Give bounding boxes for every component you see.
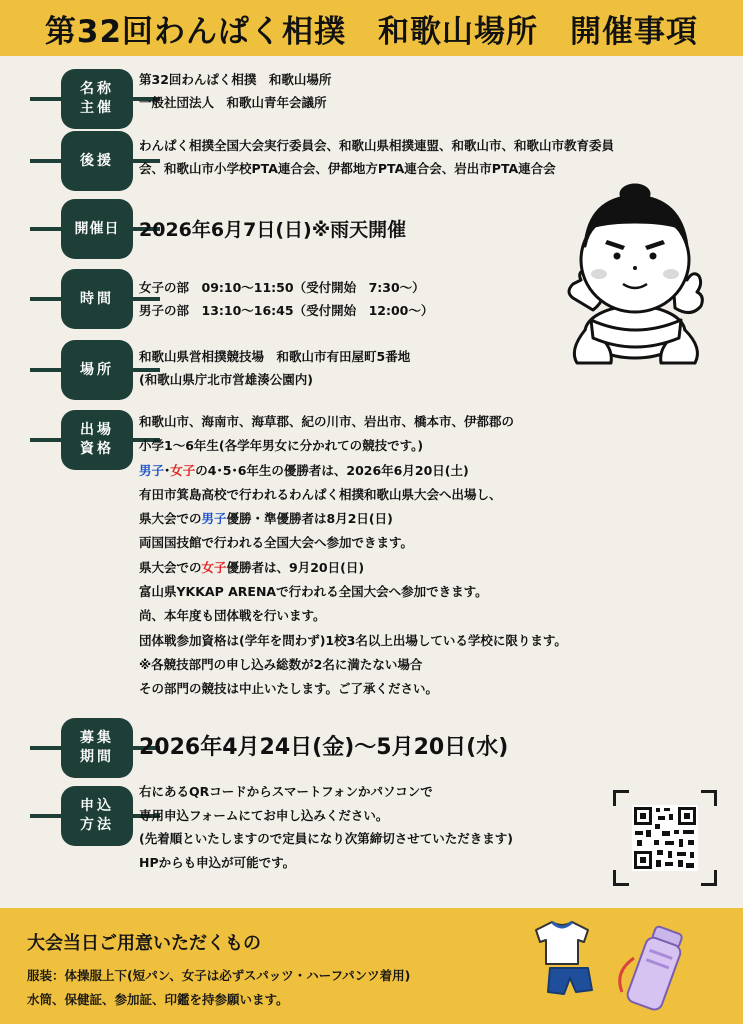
label-support-text: 後援 — [61, 131, 133, 191]
eligibility-line: 和歌山市、海南市、海草郡、紀の川市、岩出市、橋本市、伊都郡の — [139, 414, 515, 429]
eligibility-prefix: 県大会での — [139, 559, 202, 575]
time-text — [139, 276, 433, 322]
eligibility-line: 団体戦参加資格は(学年を問わず)1校3名以上出場している学校に限ります。 — [139, 632, 567, 648]
support-text — [139, 134, 614, 180]
support-line: わんぱく相撲全国大会実行委員会、和歌山県相撲連盟、和歌山市、和歌山市教育委員 — [139, 138, 615, 153]
eligibility-line: ※各競技部門の申し込み総数が2名に満たない場合 — [139, 656, 423, 672]
application-period: 2026年4月24日(金)～5月20日(水) — [139, 735, 509, 760]
footer-title: 大会当日ご用意いただくもの — [27, 933, 261, 954]
venue-line: 和歌山県営相撲競技場 和歌山市有田屋町5番地 — [139, 349, 411, 364]
eligibility-line — [139, 459, 567, 483]
venue-line: (和歌山県庁北市営雄湊公園内) — [139, 372, 313, 387]
label-organizer-text: 名称 主催 — [61, 69, 133, 129]
organizer-text — [139, 68, 331, 114]
eligibility-line — [139, 556, 567, 580]
apply-line: 右にあるQRコードからスマートフォンかパソコンで — [139, 784, 433, 799]
water-bottle-icon — [612, 922, 692, 1014]
apply-line: HPからも申込が可能です。 — [139, 854, 296, 870]
gym-uniform-icon — [530, 918, 602, 1000]
label-date-text: 開催日 — [61, 199, 133, 259]
eligibility-line: 富山県YKKAP ARENAで行われる全国大会へ参加できます。 — [139, 584, 488, 600]
eligibility-line-rest: 優勝者は、9月20日(日) — [226, 559, 365, 575]
event-date: 2026年6月7日(日)※雨天開催 — [139, 219, 407, 241]
support-line: 会、和歌山市小学校PTA連合会、伊都地方PTA連合会、岩出市PTA連合会 — [139, 161, 556, 176]
sumo-wrestler-illustration — [563, 180, 713, 370]
eligibility-line: 小学1～6年生(各学年男女に分かれての競技です。) — [139, 438, 424, 454]
label-time-text: 時間 — [61, 269, 133, 329]
eligibility-line: 尚、本年度も団体戦を行います。 — [139, 608, 326, 624]
organizer-line: 一般社団法人 和歌山青年会議所 — [139, 95, 327, 110]
eligibility-line: その部門の競技は中止いたします。ご了承ください。 — [139, 681, 439, 697]
label-venue-text: 場所 — [61, 340, 133, 400]
girls-text: 女子 — [201, 559, 227, 575]
eligibility-line-rest: の4･5･6年生の優勝者は、2026年6月20日(土) — [195, 462, 469, 478]
label-period-text: 募集 期間 — [61, 718, 133, 778]
footer-line: 服装：体操服上下(短パン、女子は必ずスパッツ・ハーフパンツ着用) — [27, 968, 411, 983]
girls-text: 女子 — [170, 462, 196, 478]
separator-dot: ･ — [164, 462, 171, 478]
eligibility-line: 有田市箕島高校で行われるわんぱく相撲和歌山県大会へ出場し、 — [139, 486, 502, 502]
apply-text — [139, 780, 513, 874]
eligibility-line — [139, 507, 567, 531]
footer-line: 水筒、保健証、参加証、印鑑を持参願います。 — [27, 992, 289, 1007]
time-line: 男子の部 13:10～16:45（受付開始 12:00～） — [139, 303, 434, 318]
organizer-line: 第32回わんぱく相撲 和歌山場所 — [139, 72, 332, 87]
eligibility-prefix: 県大会での — [139, 511, 202, 527]
qr-code-icon[interactable] — [613, 790, 717, 886]
venue-text — [139, 345, 410, 391]
eligibility-text — [139, 410, 567, 702]
eligibility-line-rest: 優勝・準優勝者は8月2日(日) — [226, 511, 393, 527]
eligibility-line: 両国国技館で行われる全国大会へ参加できます。 — [139, 535, 414, 551]
time-line: 女子の部 09:10～11:50（受付開始 7:30～） — [139, 280, 425, 295]
apply-line: 専用申込フォームにてお申し込みください。 — [139, 807, 389, 823]
header-banner — [0, 0, 743, 56]
page-title: 第32回わんぱく相撲 和歌山場所 開催事項 — [44, 13, 699, 50]
label-eligibility-text: 出場 資格 — [61, 410, 133, 470]
boys-text: 男子 — [139, 462, 165, 478]
label-apply-text: 申込 方法 — [61, 786, 133, 846]
boys-text: 男子 — [201, 511, 227, 527]
apply-line: (先着順といたしますので定員になり次第締切させていただきます) — [139, 831, 513, 846]
